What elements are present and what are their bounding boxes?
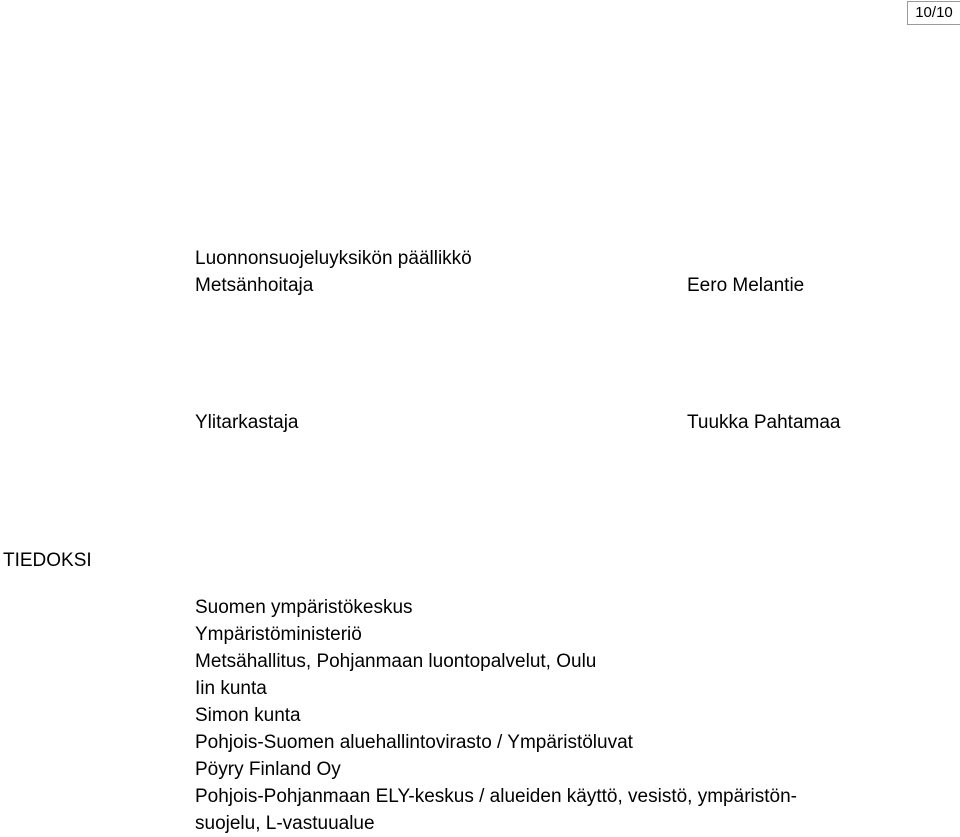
signer-1-name: Eero Melantie xyxy=(687,275,805,296)
signer-1-title: Luonnonsuojeluyksikön päällikkö xyxy=(195,248,472,269)
recipient-item: Ympäristöministeriö xyxy=(195,624,362,645)
recipient-item: Pöyry Finland Oy xyxy=(195,759,341,780)
recipient-item: suojelu, L-vastuualue xyxy=(195,813,375,834)
recipient-item: Pohjois-Suomen aluehallintovirasto / Ympäristöluvat xyxy=(195,732,633,753)
recipient-item: Iin kunta xyxy=(195,678,267,699)
recipient-item: Suomen ympäristökeskus xyxy=(195,597,413,618)
recipient-list xyxy=(195,594,797,837)
signer-2-title: Ylitarkastaja xyxy=(195,412,299,433)
recipient-item: Metsähallitus, Pohjanmaan luontopalvelut, Oulu xyxy=(195,651,597,672)
page-number: 10/10 xyxy=(907,1,960,25)
tiedoksi-heading: TIEDOKSI xyxy=(3,550,92,571)
signer-1-position: Metsänhoitaja xyxy=(195,275,314,296)
recipient-item: Simon kunta xyxy=(195,705,301,726)
signer-2-name: Tuukka Pahtamaa xyxy=(687,412,841,433)
recipient-item: Pohjois-Pohjanmaan ELY-keskus / alueiden käyttö, vesistö, ympäristön- xyxy=(195,786,797,807)
